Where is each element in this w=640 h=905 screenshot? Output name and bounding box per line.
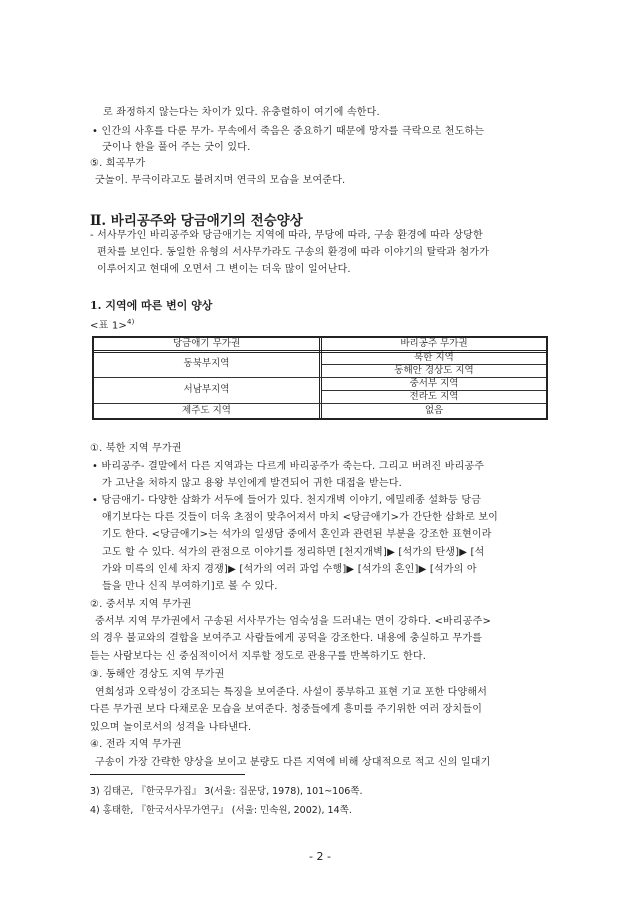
paragraph-line: 있으며 놀이로서의 성격을 나타낸다. [90, 722, 252, 733]
table-cell: 중서부 지역 [409, 378, 459, 389]
bullet-item-continued: 들을 만나 신직 부여하기]로 볼 수 있다. [102, 581, 278, 592]
bullet-item: • 인간의 사후를 다룬 무가- 무속에서 죽음은 중요하기 때문에 망자를 극락으로 천도하는 [92, 126, 485, 137]
footnote-ref: 4) [126, 318, 135, 326]
footnote-divider [90, 774, 245, 775]
table-caption [90, 316, 135, 332]
bullet-item: • 바리공주- 결말에서 다른 지역과는 다르게 바리공주가 죽는다. 그리고 버려진 바리공주 [92, 461, 485, 472]
table-cell: 북한 지역 [414, 352, 454, 363]
section-intro: - 서사무가인 바리공주와 당금애기는 지역에 따라, 무당에 따라, 구송 환경에 따라 상당한 [90, 230, 483, 241]
item-label: ②. 중서부 지역 무가권 [90, 599, 192, 610]
bullet-item-continued: 애기보다는 다른 것들이 더욱 초점이 맞추어져서 마치 <당금애기>가 간단한 삽화로 보이 [102, 512, 499, 523]
table-caption-text: <표 1> [90, 320, 127, 332]
table-cell: 없음 [424, 405, 444, 416]
bullet-item: • 당금애기- 다양한 삽화가 서두에 들어가 있다. 천지개벽 이야기, 에밀레종 설화등 당금 [92, 495, 482, 506]
section-heading: Ⅱ. 바리공주와 당금애기의 전승양상 [90, 213, 303, 229]
subsection-heading: 1. 지역에 따른 변이 양상 [90, 299, 213, 312]
bullet-item-continued: 고도 할 수 있다. 석가의 관점으로 이야기를 정리하면 [천지개벽]▶ [석가의 탄생]▶ [석 [102, 547, 485, 558]
table-cell: 서남부지역 [183, 384, 230, 395]
section-intro-continued: 편차를 보인다. 동일한 유형의 서사무가라도 구송의 환경에 따라 이야기의 탈락과 첨가가 [97, 247, 490, 258]
table-cell: 제주도 지역 [182, 405, 231, 416]
table-cell: 전라도 지역 [409, 391, 459, 402]
bullet-item-continued: 굿이나 한을 풀어 주는 굿이 있다. [102, 142, 251, 153]
footnote: 4) 홍태한, 『한국서사무가연구』 (서울: 민속원, 2002), 14쪽. [90, 805, 352, 816]
item-label: ①. 북한 지역 무가권 [90, 443, 182, 454]
section-intro-continued: 이루어지고 현대에 오면서 그 변이는 더욱 많이 일어난다. [97, 264, 351, 275]
table-cell: 동해안 경상도 지역 [394, 365, 474, 376]
bullet-item-continued: 가와 미륵의 인세 차지 경쟁]▶ [석가의 여러 과업 수행]▶ [석가의 혼인]▶ [석가의 아 [102, 564, 477, 575]
region-table [92, 336, 548, 420]
footnote: 3) 김태곤, 『한국무가집』 3(서울: 집문당, 1978), 101~106쪽. [90, 786, 363, 797]
paragraph-line: 듣는 사람보다는 신 중심적이어서 지루할 정도로 관용구를 반복하기도 한다. [90, 651, 427, 662]
paragraph-line: 연희성과 오락성이 강조되는 특징을 보여준다. 사설이 풍부하고 표현 기교 포한 다양해서 [95, 687, 488, 698]
item-label: ③. 동해안 경상도 지역 무가권 [90, 669, 225, 680]
paragraph-line: 중서부 지역 무가권에서 구송된 서사무가는 엄숙성을 드러내는 면이 강하다. <바리공주> [95, 616, 492, 627]
item-label: ④. 전라 지역 무가권 [90, 739, 182, 750]
paragraph-line: 다른 무가권 보다 다채로운 모습을 보여준다. 청중들에게 흥미를 주기위한 여러 장치들이 [90, 704, 483, 715]
table-header-cell: 당금애기 무가권 [172, 338, 241, 349]
table-header-cell: 바리공주 무가권 [400, 338, 468, 349]
paragraph-line: 로 좌정하지 않는다는 차이가 있다. 유충렬하이 여기에 속한다. [103, 107, 380, 118]
bullet-item-continued: 가 고난을 처하지 않고 용왕 부인에게 발견되어 귀한 대접을 받는다. [102, 478, 403, 489]
item-label: ⑤. 희곡무가 [90, 158, 146, 169]
bullet-item-continued: 기도 한다. <당금애기>는 석가의 일생담 중에서 혼인과 관련된 부분을 강조한 표현이라 [102, 529, 492, 540]
item-text: 굿놀이. 무극이라고도 불려지며 연극의 모습을 보여준다. [95, 175, 346, 186]
page-number: - 2 - [309, 850, 331, 863]
table-rule [94, 403, 546, 404]
table-cell: 동북부지역 [183, 358, 230, 369]
paragraph-line: 의 경우 불교와의 결합을 보여주고 사람들에게 공덕을 강조한다. 내용에 충실하고 무가를 [90, 633, 483, 644]
paragraph-line: 구송이 가장 간략한 양상을 보이고 분량도 다른 지역에 비해 상대적으로 적고 신의 일대기 [95, 757, 491, 768]
